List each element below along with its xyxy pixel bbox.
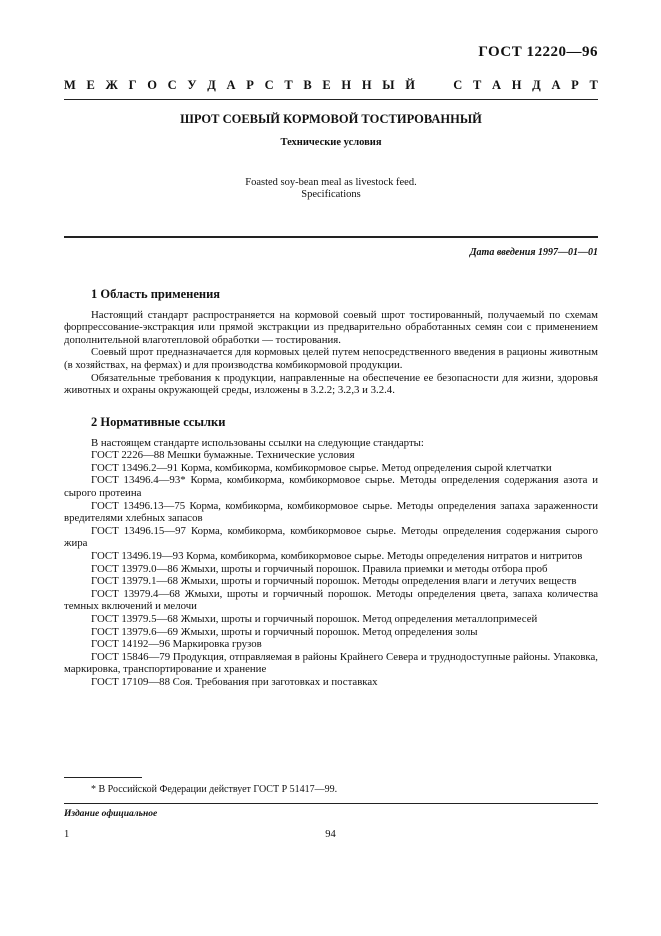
banner-letter: Й bbox=[405, 78, 415, 92]
footnote-divider bbox=[64, 777, 142, 778]
banner-letter: Д bbox=[207, 78, 216, 92]
footnote: * В Российской Федерации действует ГОСТ Р 51417—99. bbox=[91, 784, 338, 795]
title-divider bbox=[64, 236, 598, 238]
section-heading: 2 Нормативные ссылки bbox=[91, 415, 226, 429]
english-title bbox=[64, 177, 598, 201]
banner-letter: А bbox=[492, 78, 502, 92]
banner-letter: С bbox=[264, 78, 274, 92]
paragraph: Обязательные требования к продукции, направленные на обеспечение ее безопасности для жизни, здоровья животных и охраны окружающей среды, изложены в 3.2.2; 3.2,3 и 3.2.4. bbox=[64, 371, 598, 397]
banner-letter: С bbox=[453, 78, 463, 92]
reference-item: ГОСТ 13979.0—86 Жмыхи, шроты и горчичный порошок. Правила приемки и методы отбора проб bbox=[91, 562, 548, 575]
reference-item: ГОСТ 13496.19—93 Корма, комбикорма, комбикормовое сырье. Методы определения нитратов и нитритов bbox=[91, 549, 583, 562]
reference-item: ГОСТ 13496.2—91 Корма, комбикорма, комбикормовое сырье. Метод определения сырой клетчатки bbox=[91, 461, 552, 474]
section-heading: 1 Область применения bbox=[91, 287, 221, 301]
banner-letter: Н bbox=[341, 78, 352, 92]
paragraph: Настоящий стандарт распространяется на кормовой соевый шрот тостированный, получаемый по схемам форпрессование-экстракция или прямой экстракции из предварительно обработанных семян сои с применением дополнительной влаготепловой обработки — тостирования. bbox=[64, 308, 598, 346]
reference-item: ГОСТ 13496.13—75 Корма, комбикорма, комбикормовое сырье. Методы определения запаха зараженности вредителями хлебных запасов bbox=[64, 499, 598, 525]
reference-item: ГОСТ 13496.15—97 Корма, комбикорма, комбикормовое сырье. Методы определения содержания сырого жира bbox=[64, 524, 598, 550]
banner-letter: Ж bbox=[105, 78, 118, 92]
reference-item: ГОСТ 14192—96 Маркировка грузов bbox=[91, 638, 262, 651]
reference-item: ГОСТ 13979.1—68 Жмыхи, шроты и горчичный порошок. Методы определения влаги и летучих веществ bbox=[91, 575, 577, 588]
official-edition-label: Издание официальное bbox=[64, 809, 158, 819]
reference-item: ГОСТ 17109—88 Соя. Требования при заготовках и поставках bbox=[91, 675, 378, 688]
document-title: ШРОТ СОЕВЫЙ КОРМОВОЙ ТОСТИРОВАННЫЙ bbox=[180, 112, 482, 126]
document-subtitle: Технические условия bbox=[280, 137, 382, 148]
interstate-standard-banner bbox=[64, 78, 598, 93]
paragraph: Соевый шрот предназначается для кормовых целей путем непосредственного введения в рационы животным (в хозяйствах, на фермах) и для производства комбикормовой продукции. bbox=[64, 346, 598, 371]
reference-item: ГОСТ 13979.6—69 Жмыхи, шроты и горчичный порошок. Метод определения золы bbox=[91, 625, 478, 638]
banner-letter: У bbox=[187, 78, 197, 92]
banner-letter: Н bbox=[511, 78, 522, 92]
edition-mark: 1 bbox=[64, 829, 70, 840]
banner-letter: Р bbox=[571, 78, 579, 92]
banner-letter: А bbox=[226, 78, 236, 92]
banner-letter: Е bbox=[322, 78, 331, 92]
banner-gap bbox=[426, 78, 429, 93]
paragraph: В настоящем стандарте использованы ссылки на следующие стандарты: bbox=[91, 436, 424, 449]
banner-gap bbox=[439, 78, 442, 93]
banner-letter: Е bbox=[86, 78, 95, 92]
reference-item: ГОСТ 13979.5—68 Жмыхи, шроты и горчичный порошок. Метод определения металлопримесей bbox=[91, 612, 538, 625]
banner-letter: Н bbox=[361, 78, 372, 92]
banner-letter: Д bbox=[532, 78, 541, 92]
section-references bbox=[64, 416, 598, 688]
reference-item: ГОСТ 15846—79 Продукция, отправляемая в районы Крайнего Севера и труднодоступные районы. Упаковка, маркировка, транспортирование и хранение bbox=[64, 650, 598, 676]
banner-letter: Т bbox=[284, 78, 293, 92]
section-scope bbox=[64, 288, 598, 397]
banner-letter: А bbox=[551, 78, 561, 92]
reference-item: ГОСТ 2226—88 Мешки бумажные. Технические условия bbox=[91, 449, 355, 462]
page-number: 94 bbox=[325, 829, 336, 840]
banner-letter: Ы bbox=[382, 78, 395, 92]
banner-letter: Т bbox=[472, 78, 482, 92]
top-divider bbox=[64, 99, 598, 100]
banner-letter: Г bbox=[128, 78, 137, 92]
introduction-date: Дата введения 1997—01—01 bbox=[469, 247, 598, 258]
banner-letter: М bbox=[64, 78, 76, 92]
reference-item: ГОСТ 13979.4—68 Жмыхи, шроты и горчичный порошок. Методы определения цвета, запаха количества темных включений и мелочи bbox=[64, 587, 598, 613]
document-code: ГОСТ 12220—96 bbox=[478, 44, 598, 60]
english-title-line1: Foasted soy-bean meal as livestock feed. bbox=[245, 177, 417, 188]
banner-letter: С bbox=[167, 78, 177, 92]
banner-letter: В bbox=[303, 78, 312, 92]
banner-letter: Р bbox=[246, 78, 254, 92]
footer-divider bbox=[64, 803, 598, 804]
english-title-line2: Specifications bbox=[301, 189, 361, 200]
banner-letter: Т bbox=[589, 78, 598, 92]
banner-letter: О bbox=[147, 78, 157, 92]
reference-item: ГОСТ 13496.4—93* Корма, комбикорма, комбикормовое сырье. Методы определения содержания азота и сырого протеина bbox=[64, 474, 598, 499]
